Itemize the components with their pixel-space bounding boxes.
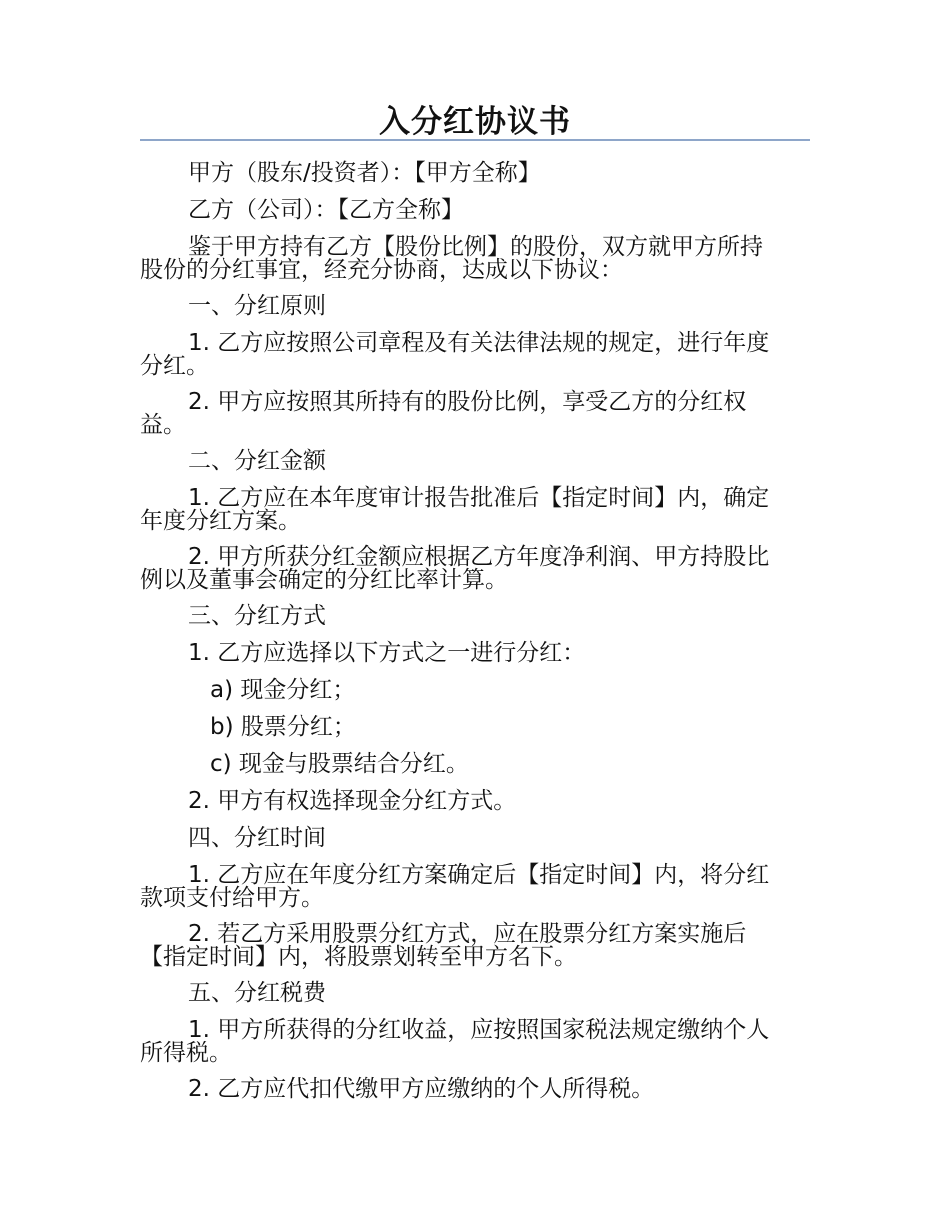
document-title: 入分红协议书 [379, 104, 571, 140]
clause-paragraph: 2. 甲方有权选择现金分红方式。 [188, 788, 517, 814]
title-underline [140, 139, 810, 141]
clause-paragraph: 2. 甲方应按照其所持有的股份比例，享受乙方的分红权 益。 [140, 389, 747, 438]
clause-paragraph: 1. 乙方应选择以下方式之一进行分红： [188, 640, 586, 666]
party-a-line: 甲方（股东/投资者）：【甲方全称】 [188, 160, 541, 186]
clause-paragraph: 2. 甲方所获分红金额应根据乙方年度净利润、甲方持股比 例以及董事会确定的分红比率计算。 [140, 544, 770, 593]
list-item: a) 现金分红； [210, 677, 356, 703]
section-heading: 三、分红方式 [188, 603, 326, 629]
section-heading: 四、分红时间 [188, 825, 326, 851]
section-heading: 一、分红原则 [188, 293, 326, 319]
party-b-line: 乙方（公司）：【乙方全称】 [188, 197, 464, 223]
clause-paragraph: 1. 甲方所获得的分红收益，应按照国家税法规定缴纳个人 所得税。 [140, 1017, 770, 1066]
clause-paragraph: 1. 乙方应按照公司章程及有关法律法规的规定，进行年度 分红。 [140, 330, 770, 379]
section-heading: 五、分红税费 [188, 980, 326, 1006]
clause-paragraph: 2. 乙方应代扣代缴甲方应缴纳的个人所得税。 [188, 1076, 655, 1102]
clause-paragraph: 2. 若乙方采用股票分红方式，应在股票分红方案实施后 【指定时间】内，将股票划转至甲方名下。 [140, 921, 747, 970]
list-item: b) 股票分红； [210, 714, 356, 740]
section-heading: 二、分红金额 [188, 448, 326, 474]
clause-paragraph: 1. 乙方应在本年度审计报告批准后【指定时间】内，确定 年度分红方案。 [140, 485, 770, 534]
preamble-paragraph: 鉴于甲方持有乙方【股份比例】的股份，双方就甲方所持 股份的分红事宜，经充分协商，达成以下协议： [140, 234, 763, 283]
list-item: c) 现金与股票结合分红。 [210, 751, 469, 777]
clause-paragraph: 1. 乙方应在年度分红方案确定后【指定时间】内，将分红 款项支付给甲方。 [140, 862, 770, 911]
